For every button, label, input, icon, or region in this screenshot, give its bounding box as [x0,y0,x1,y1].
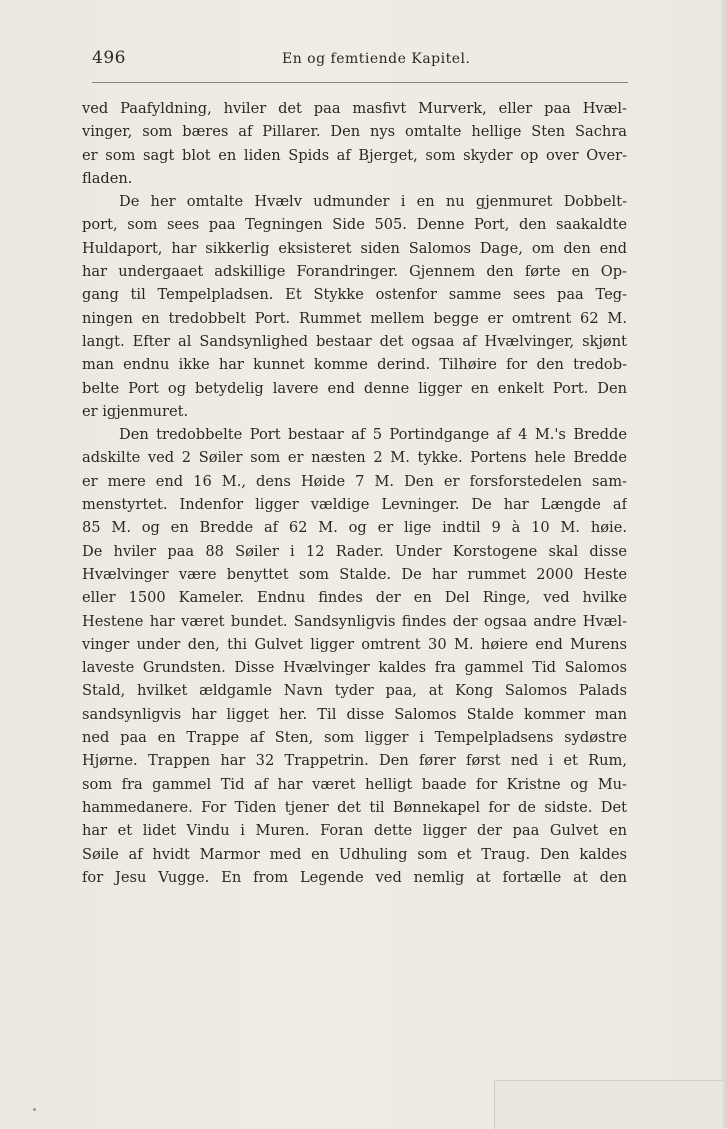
text-line: er mere end 16 M., dens Høide 7 M. Den er forsforstedelen sam- [82,472,627,490]
text-line: De her omtalte Hvælv udmunder i en nu gjenmuret Dobbelt- [119,193,627,211]
text-line: belte Port og betydelig lavere end denne ligger en enkelt Port. Den [82,379,627,397]
text-line: er som sagt blot en liden Spids af Bjerget, som skyder op over Over- [82,146,627,164]
text-line: har et lidet Vindu i Muren. Foran dette ligger der paa Gulvet en [82,822,627,840]
text-line: Huldaport, har sikkerlig eksisteret siden Salomos Dage, om den end [82,239,627,257]
scan-corner-patch [494,1080,723,1129]
page-number: 496 [92,48,126,68]
text-line: er igjenmuret. [82,402,189,420]
text-line: fladen. [82,169,133,187]
text-line: Den tredobbelte Port bestaar af 5 Portindgange af 4 M.'s Bredde [119,426,627,444]
text-line: Stald, hvilket ældgamle Navn tyder paa, at Kong Salomos Palads [82,682,627,700]
running-title: En og femtiende Kapitel. [282,51,471,67]
text-line: har undergaaet adskillige Forandringer. Gjennem den førte en Op- [82,263,627,281]
text-line: De hviler paa 88 Søiler i 12 Rader. Under Korstogene skal disse [82,542,627,560]
text-line: hammedanere. For Tiden tjener det til Bønnekapel for de sidste. Det [82,798,627,816]
text-line: for Jesu Vugge. En from Legende ved nemlig at fortælle at den [82,868,627,886]
header-rule [92,82,628,83]
scan-speck [33,1108,36,1111]
text-line: gang til Tempelpladsen. Et Stykke ostenfor samme sees paa Teg- [82,286,627,304]
body-text [82,97,627,889]
text-line: som fra gammel Tid af har været helligt baade for Kristne og Mu- [82,775,627,793]
text-line: vinger under den, thi Gulvet ligger omtrent 30 M. høiere end Murens [82,635,627,653]
text-line: Hjørne. Trappen har 32 Trappetrin. Den fører først ned i et Rum, [82,752,627,770]
text-line: laveste Grundsten. Disse Hvælvinger kaldes fra gammel Tid Salomos [82,659,627,677]
text-line: port, som sees paa Tegningen Side 505. Denne Port, den saakaldte [82,216,627,234]
text-line: ningen en tredobbelt Port. Rummet mellem begge er omtrent 62 M. [82,309,627,327]
text-line: adskilte ved 2 Søiler som er næsten 2 M. tykke. Portens hele Bredde [82,449,627,467]
page-edge-shadow [721,0,727,1128]
paragraph [82,190,627,423]
text-line: 85 M. og en Bredde af 62 M. og er lige indtil 9 à 10 M. høie. [82,519,627,537]
text-line: Hvælvinger være benyttet som Stalde. De har rummet 2000 Heste [82,565,627,583]
text-line: sandsynligvis har ligget her. Til disse Salomos Stalde kommer man [82,705,627,723]
paragraph [82,423,627,889]
paragraph [82,97,627,190]
text-line: ved Paafyldning, hviler det paa masfivt Murverk, eller paa Hvæl- [82,100,627,117]
text-line: Søile af hvidt Marmor med en Udhuling som et Traug. Den kaldes [82,845,627,863]
text-line: langt. Efter al Sandsynlighed bestaar det ogsaa af Hvælvinger, skjønt [82,332,627,350]
text-line: ned paa en Trappe af Sten, som ligger i Tempelpladsens sydøstre [82,729,627,747]
text-line: Hestene har været bundet. Sandsynligvis findes der ogsaa andre Hvæl- [82,612,627,630]
text-line: man endnu ikke har kunnet komme derind. Tilhøire for den tredob- [82,356,627,374]
text-line: eller 1500 Kameler. Endnu findes der en Del Ringe, ved hvilke [82,589,627,607]
text-line: menstyrtet. Indenfor ligger vældige Levninger. De har Længde af [82,496,627,514]
text-line: vinger, som bæres af Pillarer. Den nys omtalte hellige Sten Sachra [82,123,627,141]
page-header [92,48,627,72]
